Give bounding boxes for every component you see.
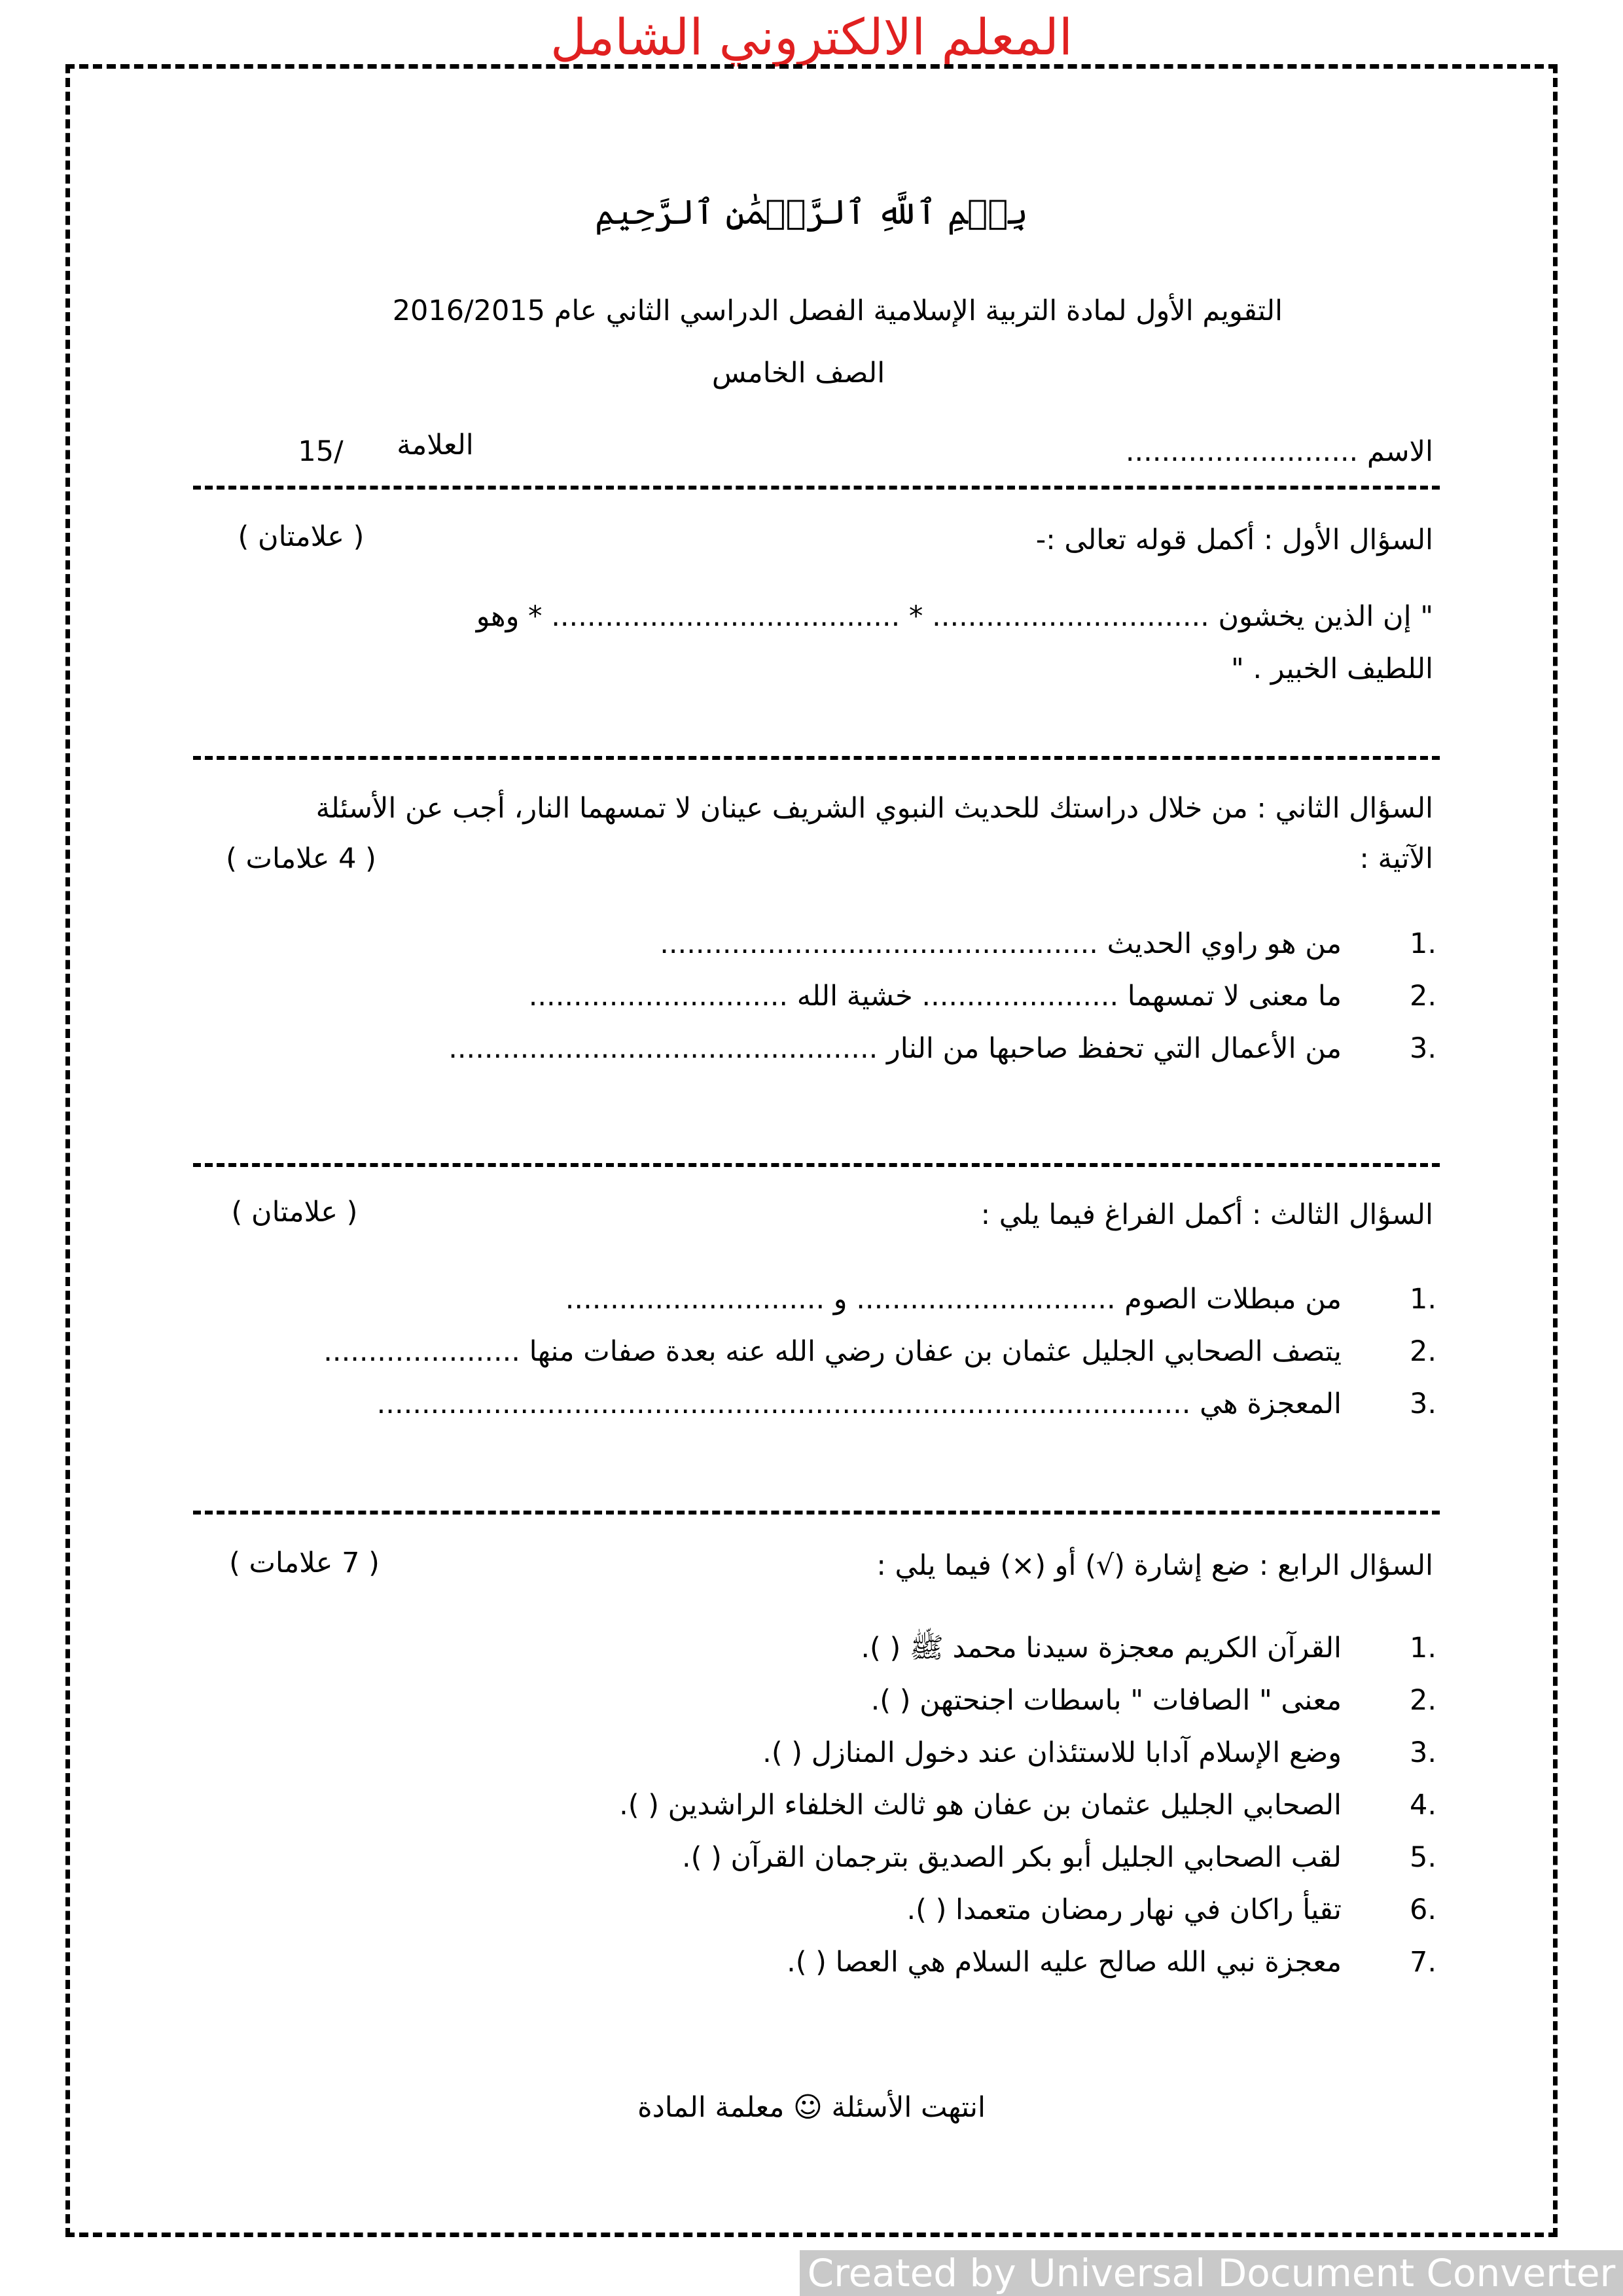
q4-item-5: لقب الصحابي الجليل أبو بكر الصديق بترجمان القرآن ( ).	[681, 1841, 1342, 1874]
q2-marks: ( 4 علامات )	[226, 842, 376, 875]
q3-marks: ( علامتان )	[231, 1196, 358, 1229]
list-number: 5.	[1409, 1841, 1436, 1874]
list-number: 7.	[1409, 1946, 1436, 1979]
q4-item-1: القرآن الكريم معجزة سيدنا محمد ﷺ ( ).	[861, 1632, 1342, 1664]
mark-label: العلامة	[397, 429, 474, 461]
q3-item-1: من مبطلات الصوم ............................. و .............................	[565, 1283, 1342, 1316]
list-number: 1.	[1409, 927, 1436, 960]
grade-level: الصف الخامس	[711, 357, 885, 389]
q4-item-2: معنى " الصافات " باسطات اجنحتهن ( ).	[870, 1684, 1342, 1717]
list-number: 3.	[1409, 1736, 1436, 1769]
q2-title-cont: الآتية :	[1359, 842, 1433, 875]
q2-item-3: من الأعمال التي تحفظ صاحبها من النار ................................................	[448, 1032, 1342, 1065]
exam-title: التقويم الأول لمادة التربية الإسلامية الفصل الدراسي الثاني عام 2016/2015	[392, 295, 1283, 327]
q1-title: السؤال الأول : أكمل قوله تعالى :-	[1035, 524, 1433, 556]
section-divider	[193, 756, 1440, 760]
q4-title: السؤال الرابع : ضع إشارة (√) أو (×) فيما يلي :	[876, 1549, 1433, 1582]
q1-marks: ( علامتان )	[238, 520, 365, 553]
q4-marks: ( 7 علامات )	[229, 1547, 380, 1579]
section-divider	[193, 486, 1440, 490]
mark-total: 15/	[298, 435, 344, 468]
q4-item-7: معجزة نبي الله صالح عليه السلام هي العصا ( ).	[787, 1946, 1342, 1979]
q3-title: السؤال الثالث : أكمل الفراغ فيما يلي :	[980, 1198, 1433, 1231]
q4-item-4: الصحابي الجليل عثمان بن عفان هو ثالث الخلفاء الراشدين ( ).	[619, 1789, 1342, 1821]
q3-item-2: يتصف الصحابي الجليل عثمان بن عفان رضي الله عنه بعدة صفات منها ......................	[323, 1335, 1342, 1368]
list-number: 2.	[1409, 980, 1436, 1013]
section-divider	[193, 1511, 1440, 1515]
list-number: 3.	[1409, 1032, 1436, 1065]
q4-item-3: وضع الإسلام آدابا للاستئذان عند دخول المنازل ( ).	[762, 1736, 1342, 1769]
name-field[interactable]: الاسم ..........................	[1125, 435, 1433, 468]
q2-title: السؤال الثاني : من خلال دراستك للحديث النبوي الشريف عينان لا تمسهما النار، أجب عن الأسئلة	[315, 792, 1433, 825]
list-number: 2.	[1409, 1684, 1436, 1717]
site-title: المعلم الالكتروني الشامل	[550, 8, 1073, 66]
list-number: 3.	[1409, 1388, 1436, 1420]
list-number: 6.	[1409, 1893, 1436, 1926]
end-text: انتهت الأسئلة ☺ معلمة المادة	[637, 2091, 986, 2124]
q2-item-2: ما معنى لا تمسهما ...................... خشية الله .............................	[528, 980, 1342, 1013]
q1-line2: اللطيف الخبير . "	[1231, 653, 1433, 685]
q1-line1: " إن الذين يخشون ............................... * ....................................... * وهو	[476, 600, 1433, 633]
q3-item-3: المعجزة هي ...........................................................................................	[376, 1388, 1342, 1420]
list-number: 1.	[1409, 1632, 1436, 1664]
basmala: بِسۡمِ ٱللَّهِ ٱلرَّحۡمَٰنِ ٱلرَّحِيمِ	[595, 193, 1028, 232]
list-number: 2.	[1409, 1335, 1436, 1368]
converter-watermark: Created by Universal Document Converter	[800, 2250, 1623, 2296]
q4-item-6: تقيأ راكان في نهار رمضان متعمدا ( ).	[906, 1893, 1342, 1926]
list-number: 1.	[1409, 1283, 1436, 1316]
section-divider	[193, 1163, 1440, 1167]
q2-item-1: من هو راوي الحديث .................................................	[660, 927, 1342, 960]
list-number: 4.	[1409, 1789, 1436, 1821]
